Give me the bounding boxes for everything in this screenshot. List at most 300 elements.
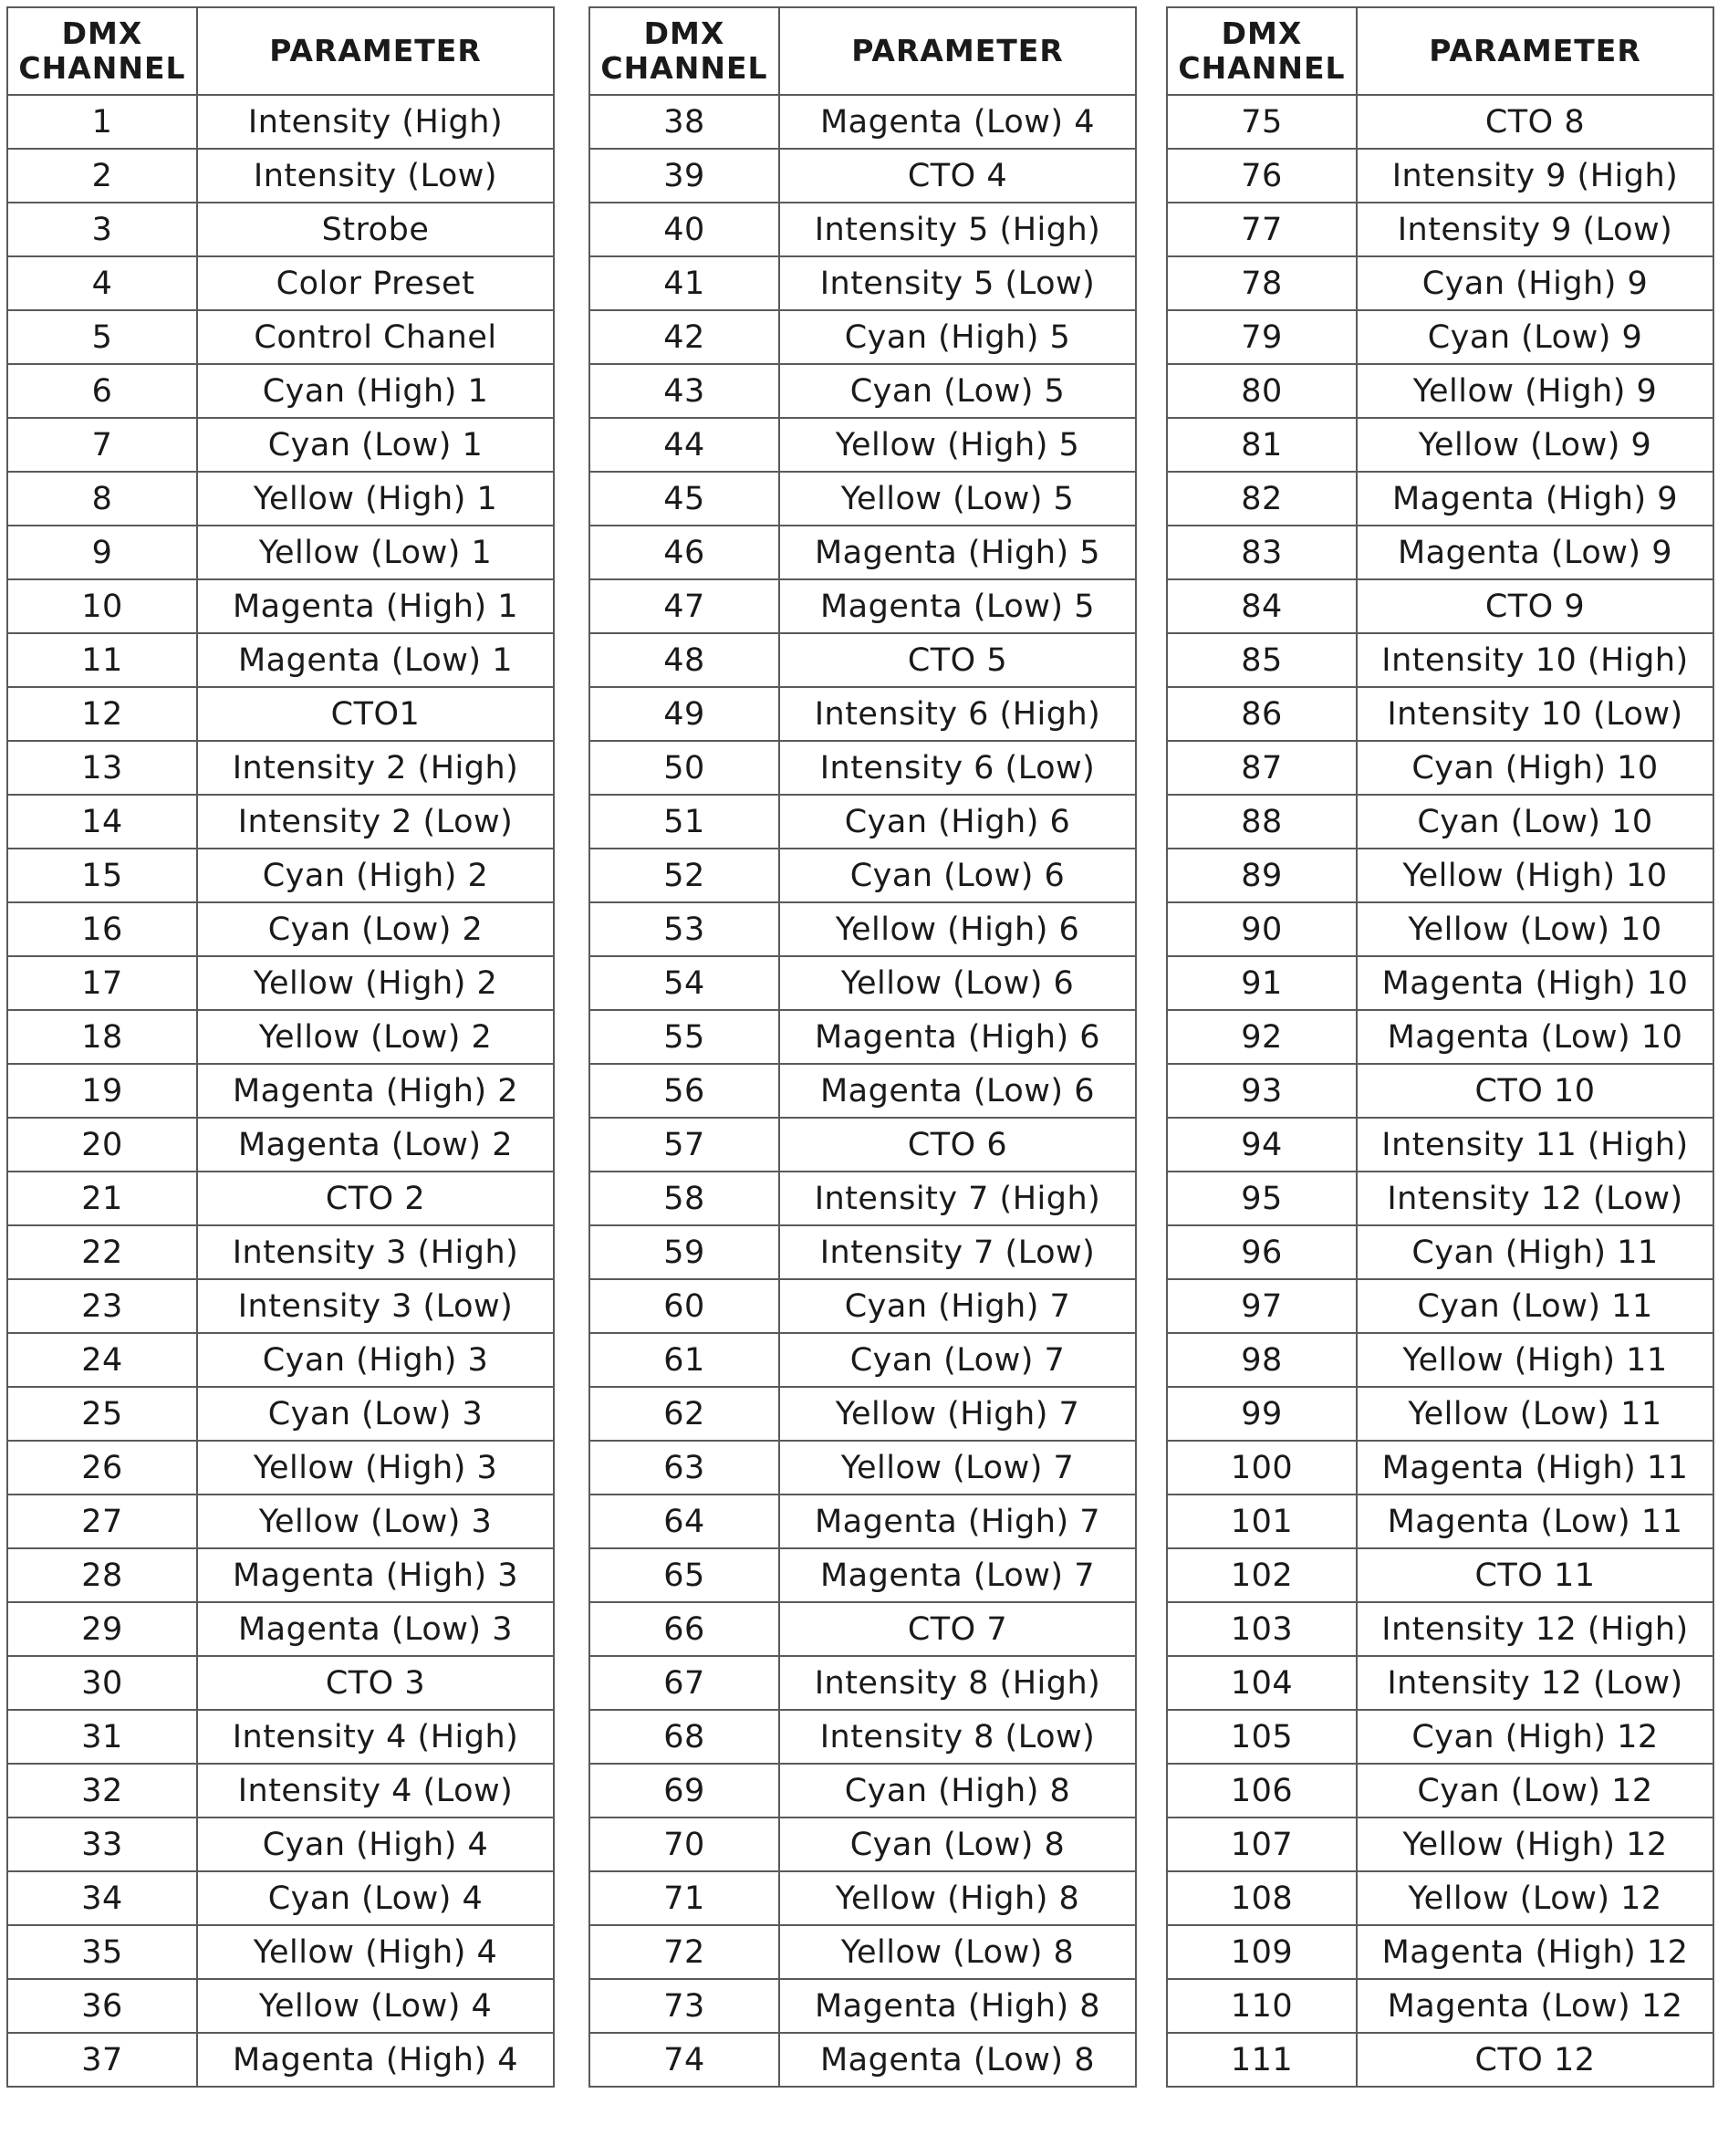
- parameter-cell: Cyan (High) 2: [197, 849, 554, 902]
- channel-cell: 106: [1167, 1764, 1357, 1817]
- parameter-cell: Yellow (Low) 12: [1357, 1871, 1713, 1925]
- parameter-cell: Cyan (Low) 11: [1357, 1279, 1713, 1333]
- parameter-cell: Yellow (High) 5: [779, 418, 1136, 472]
- parameter-cell: Cyan (High) 4: [197, 1817, 554, 1871]
- channel-cell: 11: [7, 633, 197, 687]
- table-row: [1167, 795, 1713, 849]
- table-row: [1167, 1225, 1713, 1279]
- parameter-cell: Cyan (Low) 1: [197, 418, 554, 472]
- parameter-cell: CTO 2: [197, 1172, 554, 1225]
- parameter-cell: CTO 9: [1357, 579, 1713, 633]
- channel-cell: 43: [589, 364, 779, 418]
- table-row: [7, 1817, 554, 1871]
- parameter-cell: Intensity 5 (Low): [779, 256, 1136, 310]
- channel-cell: 17: [7, 956, 197, 1010]
- parameter-cell: Yellow (Low) 10: [1357, 902, 1713, 956]
- parameter-cell: Intensity 7 (High): [779, 1172, 1136, 1225]
- parameter-cell: CTO 3: [197, 1656, 554, 1710]
- parameter-cell: Yellow (Low) 11: [1357, 1387, 1713, 1441]
- parameter-cell: Magenta (High) 10: [1357, 956, 1713, 1010]
- parameter-cell: Cyan (Low) 5: [779, 364, 1136, 418]
- parameter-cell: Magenta (Low) 10: [1357, 1010, 1713, 1064]
- channel-cell: 85: [1167, 633, 1357, 687]
- channel-cell: 55: [589, 1010, 779, 1064]
- parameter-cell: CTO1: [197, 687, 554, 741]
- parameter-cell: Magenta (High) 1: [197, 579, 554, 633]
- channel-cell: 100: [1167, 1441, 1357, 1495]
- parameter-cell: Magenta (Low) 8: [779, 2033, 1136, 2087]
- parameter-cell: Intensity 2 (Low): [197, 795, 554, 849]
- parameter-cell: Strobe: [197, 203, 554, 256]
- parameter-cell: Intensity 3 (High): [197, 1225, 554, 1279]
- channel-cell: 92: [1167, 1010, 1357, 1064]
- parameter-cell: Cyan (High) 6: [779, 795, 1136, 849]
- channel-cell: 60: [589, 1279, 779, 1333]
- channel-cell: 25: [7, 1387, 197, 1441]
- parameter-cell: Cyan (Low) 12: [1357, 1764, 1713, 1817]
- parameter-cell: CTO 8: [1357, 95, 1713, 149]
- channel-cell: 50: [589, 741, 779, 795]
- parameter-cell: Intensity 11 (High): [1357, 1118, 1713, 1172]
- parameter-cell: Magenta (Low) 2: [197, 1118, 554, 1172]
- table-row: [1167, 1387, 1713, 1441]
- channel-cell: 70: [589, 1817, 779, 1871]
- table-row: [1167, 1172, 1713, 1225]
- channel-cell: 65: [589, 1548, 779, 1602]
- parameter-cell: CTO 11: [1357, 1548, 1713, 1602]
- parameter-cell: Yellow (Low) 1: [197, 526, 554, 579]
- channel-cell: 26: [7, 1441, 197, 1495]
- table-row: [7, 310, 554, 364]
- table-row: [7, 633, 554, 687]
- table-row: [7, 687, 554, 741]
- table-row: [589, 849, 1136, 902]
- channel-cell: 75: [1167, 95, 1357, 149]
- parameter-cell: Cyan (Low) 4: [197, 1871, 554, 1925]
- channel-cell: 31: [7, 1710, 197, 1764]
- channel-cell: 63: [589, 1441, 779, 1495]
- parameter-cell: Magenta (Low) 7: [779, 1548, 1136, 1602]
- channel-cell: 48: [589, 633, 779, 687]
- channel-cell: 51: [589, 795, 779, 849]
- table-body: [7, 95, 554, 2087]
- channel-cell: 22: [7, 1225, 197, 1279]
- parameter-cell: Intensity (High): [197, 95, 554, 149]
- parameter-cell: Cyan (High) 11: [1357, 1225, 1713, 1279]
- parameter-cell: Magenta (Low) 9: [1357, 526, 1713, 579]
- parameter-cell: Cyan (Low) 6: [779, 849, 1136, 902]
- table-row: [589, 95, 1136, 149]
- dmx-table-1: [6, 6, 555, 2088]
- table-row: [589, 1441, 1136, 1495]
- table-row: [1167, 956, 1713, 1010]
- channel-cell: 16: [7, 902, 197, 956]
- parameter-cell: Magenta (High) 12: [1357, 1925, 1713, 1979]
- table-row: [589, 1925, 1136, 1979]
- channel-cell: 57: [589, 1118, 779, 1172]
- table-row: [7, 795, 554, 849]
- table-row: [589, 1602, 1136, 1656]
- table-row: [7, 1925, 554, 1979]
- parameter-cell: Cyan (Low) 7: [779, 1333, 1136, 1387]
- table-row: [7, 1441, 554, 1495]
- table-row: [7, 902, 554, 956]
- channel-cell: 20: [7, 1118, 197, 1172]
- header-line-2: CHANNEL: [600, 50, 768, 86]
- table-row: [7, 2033, 554, 2087]
- parameter-cell: Intensity 6 (High): [779, 687, 1136, 741]
- table-row: [1167, 902, 1713, 956]
- table-row: [1167, 1495, 1713, 1548]
- channel-cell: 39: [589, 149, 779, 203]
- table-row: [589, 687, 1136, 741]
- table-row: [1167, 741, 1713, 795]
- channel-cell: 56: [589, 1064, 779, 1118]
- channel-cell: 29: [7, 1602, 197, 1656]
- table-row: [589, 472, 1136, 526]
- parameter-cell: Cyan (High) 5: [779, 310, 1136, 364]
- parameter-cell: Yellow (High) 1: [197, 472, 554, 526]
- parameter-cell: Intensity 12 (Low): [1357, 1172, 1713, 1225]
- table-row: [1167, 687, 1713, 741]
- channel-cell: 41: [589, 256, 779, 310]
- table-row: [7, 1764, 554, 1817]
- table-row: [589, 1871, 1136, 1925]
- parameter-cell: Intensity 8 (Low): [779, 1710, 1136, 1764]
- parameter-cell: Yellow (High) 4: [197, 1925, 554, 1979]
- parameter-cell: Magenta (High) 4: [197, 2033, 554, 2087]
- parameter-cell: Intensity (Low): [197, 149, 554, 203]
- channel-cell: 35: [7, 1925, 197, 1979]
- table-row: [7, 1225, 554, 1279]
- parameter-cell: Intensity 2 (High): [197, 741, 554, 795]
- dmx-table-3: [1166, 6, 1714, 2088]
- table-row: [1167, 579, 1713, 633]
- table-row: [7, 1064, 554, 1118]
- parameter-cell: Cyan (High) 9: [1357, 256, 1713, 310]
- channel-cell: 15: [7, 849, 197, 902]
- channel-cell: 21: [7, 1172, 197, 1225]
- parameter-cell: Yellow (Low) 6: [779, 956, 1136, 1010]
- channel-cell: 98: [1167, 1333, 1357, 1387]
- channel-cell: 108: [1167, 1871, 1357, 1925]
- channel-cell: 49: [589, 687, 779, 741]
- channel-cell: 83: [1167, 526, 1357, 579]
- channel-cell: 38: [589, 95, 779, 149]
- channel-cell: 45: [589, 472, 779, 526]
- parameter-header: PARAMETER: [1357, 7, 1713, 95]
- table-row: [7, 472, 554, 526]
- parameter-cell: Intensity 5 (High): [779, 203, 1136, 256]
- parameter-cell: Intensity 8 (High): [779, 1656, 1136, 1710]
- channel-cell: 37: [7, 2033, 197, 2087]
- parameter-cell: Magenta (High) 7: [779, 1495, 1136, 1548]
- table-row: [7, 1333, 554, 1387]
- channel-cell: 53: [589, 902, 779, 956]
- channel-cell: 18: [7, 1010, 197, 1064]
- channel-cell: 71: [589, 1871, 779, 1925]
- channel-cell: 52: [589, 849, 779, 902]
- channel-cell: 54: [589, 956, 779, 1010]
- table-row: [1167, 472, 1713, 526]
- table-row: [7, 149, 554, 203]
- channel-cell: 28: [7, 1548, 197, 1602]
- channel-cell: 12: [7, 687, 197, 741]
- parameter-cell: Magenta (High) 2: [197, 1064, 554, 1118]
- parameter-cell: Cyan (Low) 8: [779, 1817, 1136, 1871]
- channel-cell: 64: [589, 1495, 779, 1548]
- channel-cell: 110: [1167, 1979, 1357, 2033]
- table-row: [1167, 1925, 1713, 1979]
- channel-cell: 42: [589, 310, 779, 364]
- table-header-row: [1167, 7, 1713, 95]
- parameter-cell: Cyan (Low) 2: [197, 902, 554, 956]
- table-row: [589, 902, 1136, 956]
- table-row: [7, 256, 554, 310]
- table-row: [1167, 2033, 1713, 2087]
- table-row: [1167, 418, 1713, 472]
- table-row: [589, 149, 1136, 203]
- channel-cell: 97: [1167, 1279, 1357, 1333]
- table-row: [1167, 1656, 1713, 1710]
- table-row: [1167, 203, 1713, 256]
- table-header-row: [589, 7, 1136, 95]
- table-row: [7, 95, 554, 149]
- channel-cell: 74: [589, 2033, 779, 2087]
- table-row: [1167, 1064, 1713, 1118]
- channel-cell: 103: [1167, 1602, 1357, 1656]
- table-row: [589, 310, 1136, 364]
- dmx-channel-header: [589, 7, 779, 95]
- channel-cell: 82: [1167, 472, 1357, 526]
- channel-cell: 40: [589, 203, 779, 256]
- channel-cell: 95: [1167, 1172, 1357, 1225]
- parameter-cell: Intensity 4 (High): [197, 1710, 554, 1764]
- table-row: [589, 418, 1136, 472]
- parameter-cell: Magenta (Low) 11: [1357, 1495, 1713, 1548]
- table-row: [589, 203, 1136, 256]
- table-row: [1167, 1118, 1713, 1172]
- parameter-cell: Cyan (High) 10: [1357, 741, 1713, 795]
- parameter-cell: Intensity 9 (Low): [1357, 203, 1713, 256]
- table-row: [7, 1495, 554, 1548]
- channel-cell: 9: [7, 526, 197, 579]
- parameter-cell: Magenta (High) 11: [1357, 1441, 1713, 1495]
- table-row: [589, 1817, 1136, 1871]
- channel-cell: 36: [7, 1979, 197, 2033]
- channel-cell: 46: [589, 526, 779, 579]
- channel-cell: 5: [7, 310, 197, 364]
- channel-cell: 10: [7, 579, 197, 633]
- parameter-cell: Intensity 6 (Low): [779, 741, 1136, 795]
- table-row: [589, 1118, 1136, 1172]
- table-row: [589, 741, 1136, 795]
- parameter-cell: Yellow (High) 9: [1357, 364, 1713, 418]
- table-row: [1167, 310, 1713, 364]
- channel-cell: 4: [7, 256, 197, 310]
- parameter-cell: Magenta (High) 9: [1357, 472, 1713, 526]
- parameter-cell: Cyan (High) 12: [1357, 1710, 1713, 1764]
- parameter-cell: Magenta (High) 5: [779, 526, 1136, 579]
- channel-cell: 105: [1167, 1710, 1357, 1764]
- parameter-cell: CTO 7: [779, 1602, 1136, 1656]
- parameter-cell: Yellow (High) 3: [197, 1441, 554, 1495]
- dmx-channel-header: [7, 7, 197, 95]
- table-row: [589, 1548, 1136, 1602]
- parameter-cell: Color Preset: [197, 256, 554, 310]
- table-row: [589, 1656, 1136, 1710]
- table-row: [7, 741, 554, 795]
- channel-cell: 88: [1167, 795, 1357, 849]
- table-row: [1167, 1979, 1713, 2033]
- parameter-cell: Magenta (Low) 5: [779, 579, 1136, 633]
- parameter-cell: Intensity 10 (High): [1357, 633, 1713, 687]
- table-row: [1167, 1764, 1713, 1817]
- channel-cell: 80: [1167, 364, 1357, 418]
- channel-cell: 89: [1167, 849, 1357, 902]
- table-row: [1167, 849, 1713, 902]
- channel-cell: 72: [589, 1925, 779, 1979]
- channel-cell: 73: [589, 1979, 779, 2033]
- parameter-cell: Intensity 4 (Low): [197, 1764, 554, 1817]
- parameter-cell: CTO 12: [1357, 2033, 1713, 2087]
- table-row: [7, 1118, 554, 1172]
- parameter-cell: Yellow (Low) 5: [779, 472, 1136, 526]
- parameter-cell: Magenta (High) 3: [197, 1548, 554, 1602]
- table-row: [1167, 1871, 1713, 1925]
- table-row: [7, 418, 554, 472]
- parameter-cell: Magenta (Low) 1: [197, 633, 554, 687]
- channel-cell: 111: [1167, 2033, 1357, 2087]
- channel-cell: 34: [7, 1871, 197, 1925]
- channel-cell: 69: [589, 1764, 779, 1817]
- channel-cell: 59: [589, 1225, 779, 1279]
- channel-cell: 93: [1167, 1064, 1357, 1118]
- parameter-cell: Intensity 7 (Low): [779, 1225, 1136, 1279]
- parameter-header: PARAMETER: [197, 7, 554, 95]
- channel-cell: 66: [589, 1602, 779, 1656]
- dmx-table-2: [588, 6, 1137, 2088]
- channel-cell: 33: [7, 1817, 197, 1871]
- channel-cell: 23: [7, 1279, 197, 1333]
- parameter-cell: Cyan (Low) 10: [1357, 795, 1713, 849]
- parameter-cell: Cyan (High) 1: [197, 364, 554, 418]
- table-row: [589, 1495, 1136, 1548]
- parameter-cell: Cyan (High) 3: [197, 1333, 554, 1387]
- parameter-header: PARAMETER: [779, 7, 1136, 95]
- header-line-2: CHANNEL: [1178, 50, 1346, 86]
- channel-cell: 44: [589, 418, 779, 472]
- table-row: [1167, 1602, 1713, 1656]
- table-row: [589, 1010, 1136, 1064]
- table-row: [7, 1172, 554, 1225]
- channel-cell: 76: [1167, 149, 1357, 203]
- header-line-1: DMX: [1221, 16, 1303, 51]
- table-row: [589, 1225, 1136, 1279]
- table-row: [7, 526, 554, 579]
- table-row: [7, 849, 554, 902]
- table-row: [7, 1602, 554, 1656]
- table-row: [7, 1010, 554, 1064]
- channel-cell: 102: [1167, 1548, 1357, 1602]
- table-row: [7, 1710, 554, 1764]
- channel-cell: 6: [7, 364, 197, 418]
- parameter-cell: Cyan (High) 8: [779, 1764, 1136, 1817]
- table-row: [1167, 95, 1713, 149]
- channel-cell: 68: [589, 1710, 779, 1764]
- table-row: [7, 1871, 554, 1925]
- channel-cell: 99: [1167, 1387, 1357, 1441]
- table-row: [7, 956, 554, 1010]
- table-row: [7, 1548, 554, 1602]
- header-line-2: CHANNEL: [18, 50, 186, 86]
- channel-cell: 19: [7, 1064, 197, 1118]
- table-row: [7, 364, 554, 418]
- channel-cell: 87: [1167, 741, 1357, 795]
- table-row: [7, 203, 554, 256]
- table-row: [1167, 1010, 1713, 1064]
- table-row: [1167, 1548, 1713, 1602]
- parameter-cell: Magenta (High) 6: [779, 1010, 1136, 1064]
- table-header-row: [7, 7, 554, 95]
- dmx-channel-header: [1167, 7, 1357, 95]
- channel-cell: 104: [1167, 1656, 1357, 1710]
- table-row: [1167, 256, 1713, 310]
- parameter-cell: Intensity 12 (Low): [1357, 1656, 1713, 1710]
- header-line-1: DMX: [61, 16, 143, 51]
- parameter-cell: Cyan (High) 7: [779, 1279, 1136, 1333]
- channel-cell: 7: [7, 418, 197, 472]
- parameter-cell: Intensity 3 (Low): [197, 1279, 554, 1333]
- table-row: [589, 633, 1136, 687]
- channel-cell: 61: [589, 1333, 779, 1387]
- table-row: [1167, 1710, 1713, 1764]
- table-row: [589, 1279, 1136, 1333]
- channel-cell: 77: [1167, 203, 1357, 256]
- parameter-cell: Intensity 12 (High): [1357, 1602, 1713, 1656]
- table-row: [589, 1710, 1136, 1764]
- channel-cell: 90: [1167, 902, 1357, 956]
- channel-cell: 32: [7, 1764, 197, 1817]
- parameter-cell: Yellow (Low) 2: [197, 1010, 554, 1064]
- table-row: [1167, 364, 1713, 418]
- channel-cell: 1: [7, 95, 197, 149]
- channel-cell: 107: [1167, 1817, 1357, 1871]
- table-row: [1167, 1333, 1713, 1387]
- channel-cell: 84: [1167, 579, 1357, 633]
- parameter-cell: CTO 6: [779, 1118, 1136, 1172]
- parameter-cell: Yellow (High) 10: [1357, 849, 1713, 902]
- table-row: [589, 526, 1136, 579]
- channel-cell: 78: [1167, 256, 1357, 310]
- table-row: [7, 1656, 554, 1710]
- channel-cell: 86: [1167, 687, 1357, 741]
- parameter-cell: Magenta (Low) 3: [197, 1602, 554, 1656]
- parameter-cell: Yellow (Low) 7: [779, 1441, 1136, 1495]
- table-row: [589, 364, 1136, 418]
- parameter-cell: CTO 5: [779, 633, 1136, 687]
- parameter-cell: Yellow (Low) 8: [779, 1925, 1136, 1979]
- table-row: [1167, 1441, 1713, 1495]
- channel-cell: 67: [589, 1656, 779, 1710]
- parameter-cell: Yellow (High) 2: [197, 956, 554, 1010]
- parameter-cell: Yellow (Low) 4: [197, 1979, 554, 2033]
- channel-cell: 81: [1167, 418, 1357, 472]
- table-row: [589, 1064, 1136, 1118]
- table-row: [7, 1387, 554, 1441]
- parameter-cell: Yellow (Low) 3: [197, 1495, 554, 1548]
- parameter-cell: Yellow (High) 11: [1357, 1333, 1713, 1387]
